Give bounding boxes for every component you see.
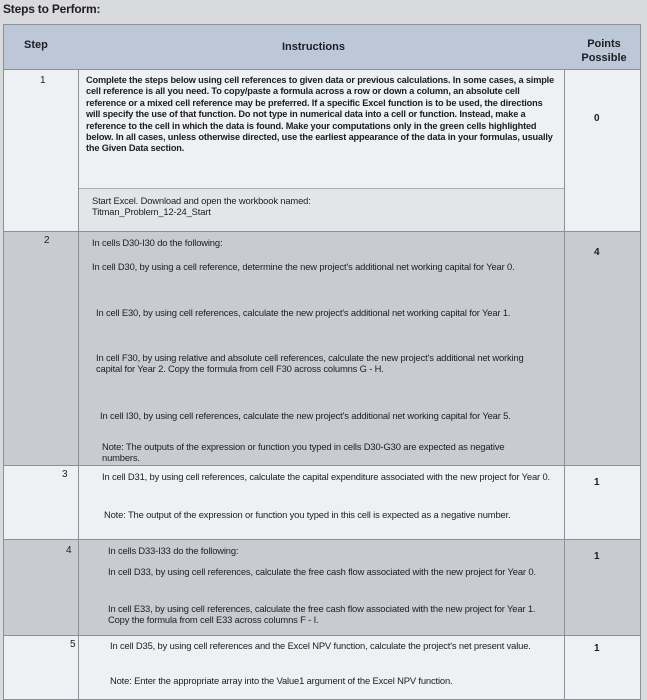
points-value: 1 [594, 551, 600, 562]
instruction-text: In cell D31, by using cell references, calculate the capital expenditure associated with the new project for Year 0. [102, 471, 550, 482]
header-points-line2: Possible [581, 52, 627, 64]
step-number: 4 [66, 545, 72, 556]
instruction-text: Note: The outputs of the expression or function you typed in cells D30-G30 are expected as negative numbers. [102, 441, 505, 464]
table-row-step-5 [4, 635, 640, 700]
instruction-text: In cell D35, by using cell references and the Excel NPV function, calculate the project's net present value. [110, 640, 531, 651]
instruction-text: In cell I30, by using cell references, calculate the new project's additional net working capital for Year 5. [100, 410, 511, 421]
instruction-text: In cell E33, by using cell references, calculate the free cash flow associated with the new project for Year 1. Copy the formula from cell E33 across columns F - I. [108, 603, 536, 626]
column-divider [564, 70, 565, 699]
instruction-text: Start Excel. Download and open the workbook named: Titman_Problem_12-24_Start [92, 195, 311, 218]
instruction-text: In cells D30-I30 do the following: [92, 237, 223, 248]
instruction-text: In cell D33, by using cell references, calculate the free cash flow associated with the new project for Year 0. [108, 566, 536, 577]
instruction-text: In cells D33-I33 do the following: [108, 545, 239, 556]
header-instructions: Instructions [282, 41, 345, 53]
instruction-text: Note: The output of the expression or function you typed in this cell is expected as a negative number. [104, 509, 511, 520]
points-value: 1 [594, 477, 600, 488]
instruction-text: In cell D30, by using a cell reference, determine the new project's additional net working capital for Year 0. [92, 261, 515, 272]
header-step: Step [24, 39, 48, 51]
step-number: 1 [40, 75, 46, 86]
table-row-step-4 [4, 539, 640, 635]
steps-table [3, 24, 641, 700]
instruction-text: In cell F30, by using relative and absolute cell references, calculate the new project's additional net working capital for Year 2. Copy the formula from cell F30 across columns G - H. [96, 352, 524, 375]
header-points [574, 37, 634, 65]
step-number: 2 [44, 235, 50, 246]
instruction-text: Complete the steps below using cell references to given data or previous calculations. In some cases, a simple cell reference is all you need. To copy/paste a formula across a row or down a column, an absolute cell reference or a mixed cell reference may be preferred. If a specific Excel function is to be used, the directions will specify the use of that function. Do not type in numerical data into a cell or function. Instead, make a reference to the cell in which the data is found. Make your computations only in the green cells highlighted below. In all cases, unless otherwise directed, use the earliest appearance of the data in your formulas, usually the Given Data section. [86, 75, 555, 154]
step-number: 3 [62, 469, 68, 480]
step-number: 5 [70, 639, 76, 650]
table-row-step-2 [4, 231, 640, 465]
page-title: Steps to Perform: [3, 2, 101, 16]
points-value: 4 [594, 247, 600, 258]
table-row-step-1 [4, 71, 640, 231]
table-row-step-3 [4, 465, 640, 539]
instruction-text: Note: Enter the appropriate array into the Value1 argument of the Excel NPV function. [110, 675, 453, 686]
points-value: 0 [594, 113, 600, 124]
instruction-text: In cell E30, by using cell references, calculate the new project's additional net working capital for Year 1. [96, 307, 511, 318]
column-divider [78, 70, 79, 699]
table-header [4, 25, 640, 70]
header-points-line1: Points [587, 38, 621, 50]
points-value: 1 [594, 643, 600, 654]
